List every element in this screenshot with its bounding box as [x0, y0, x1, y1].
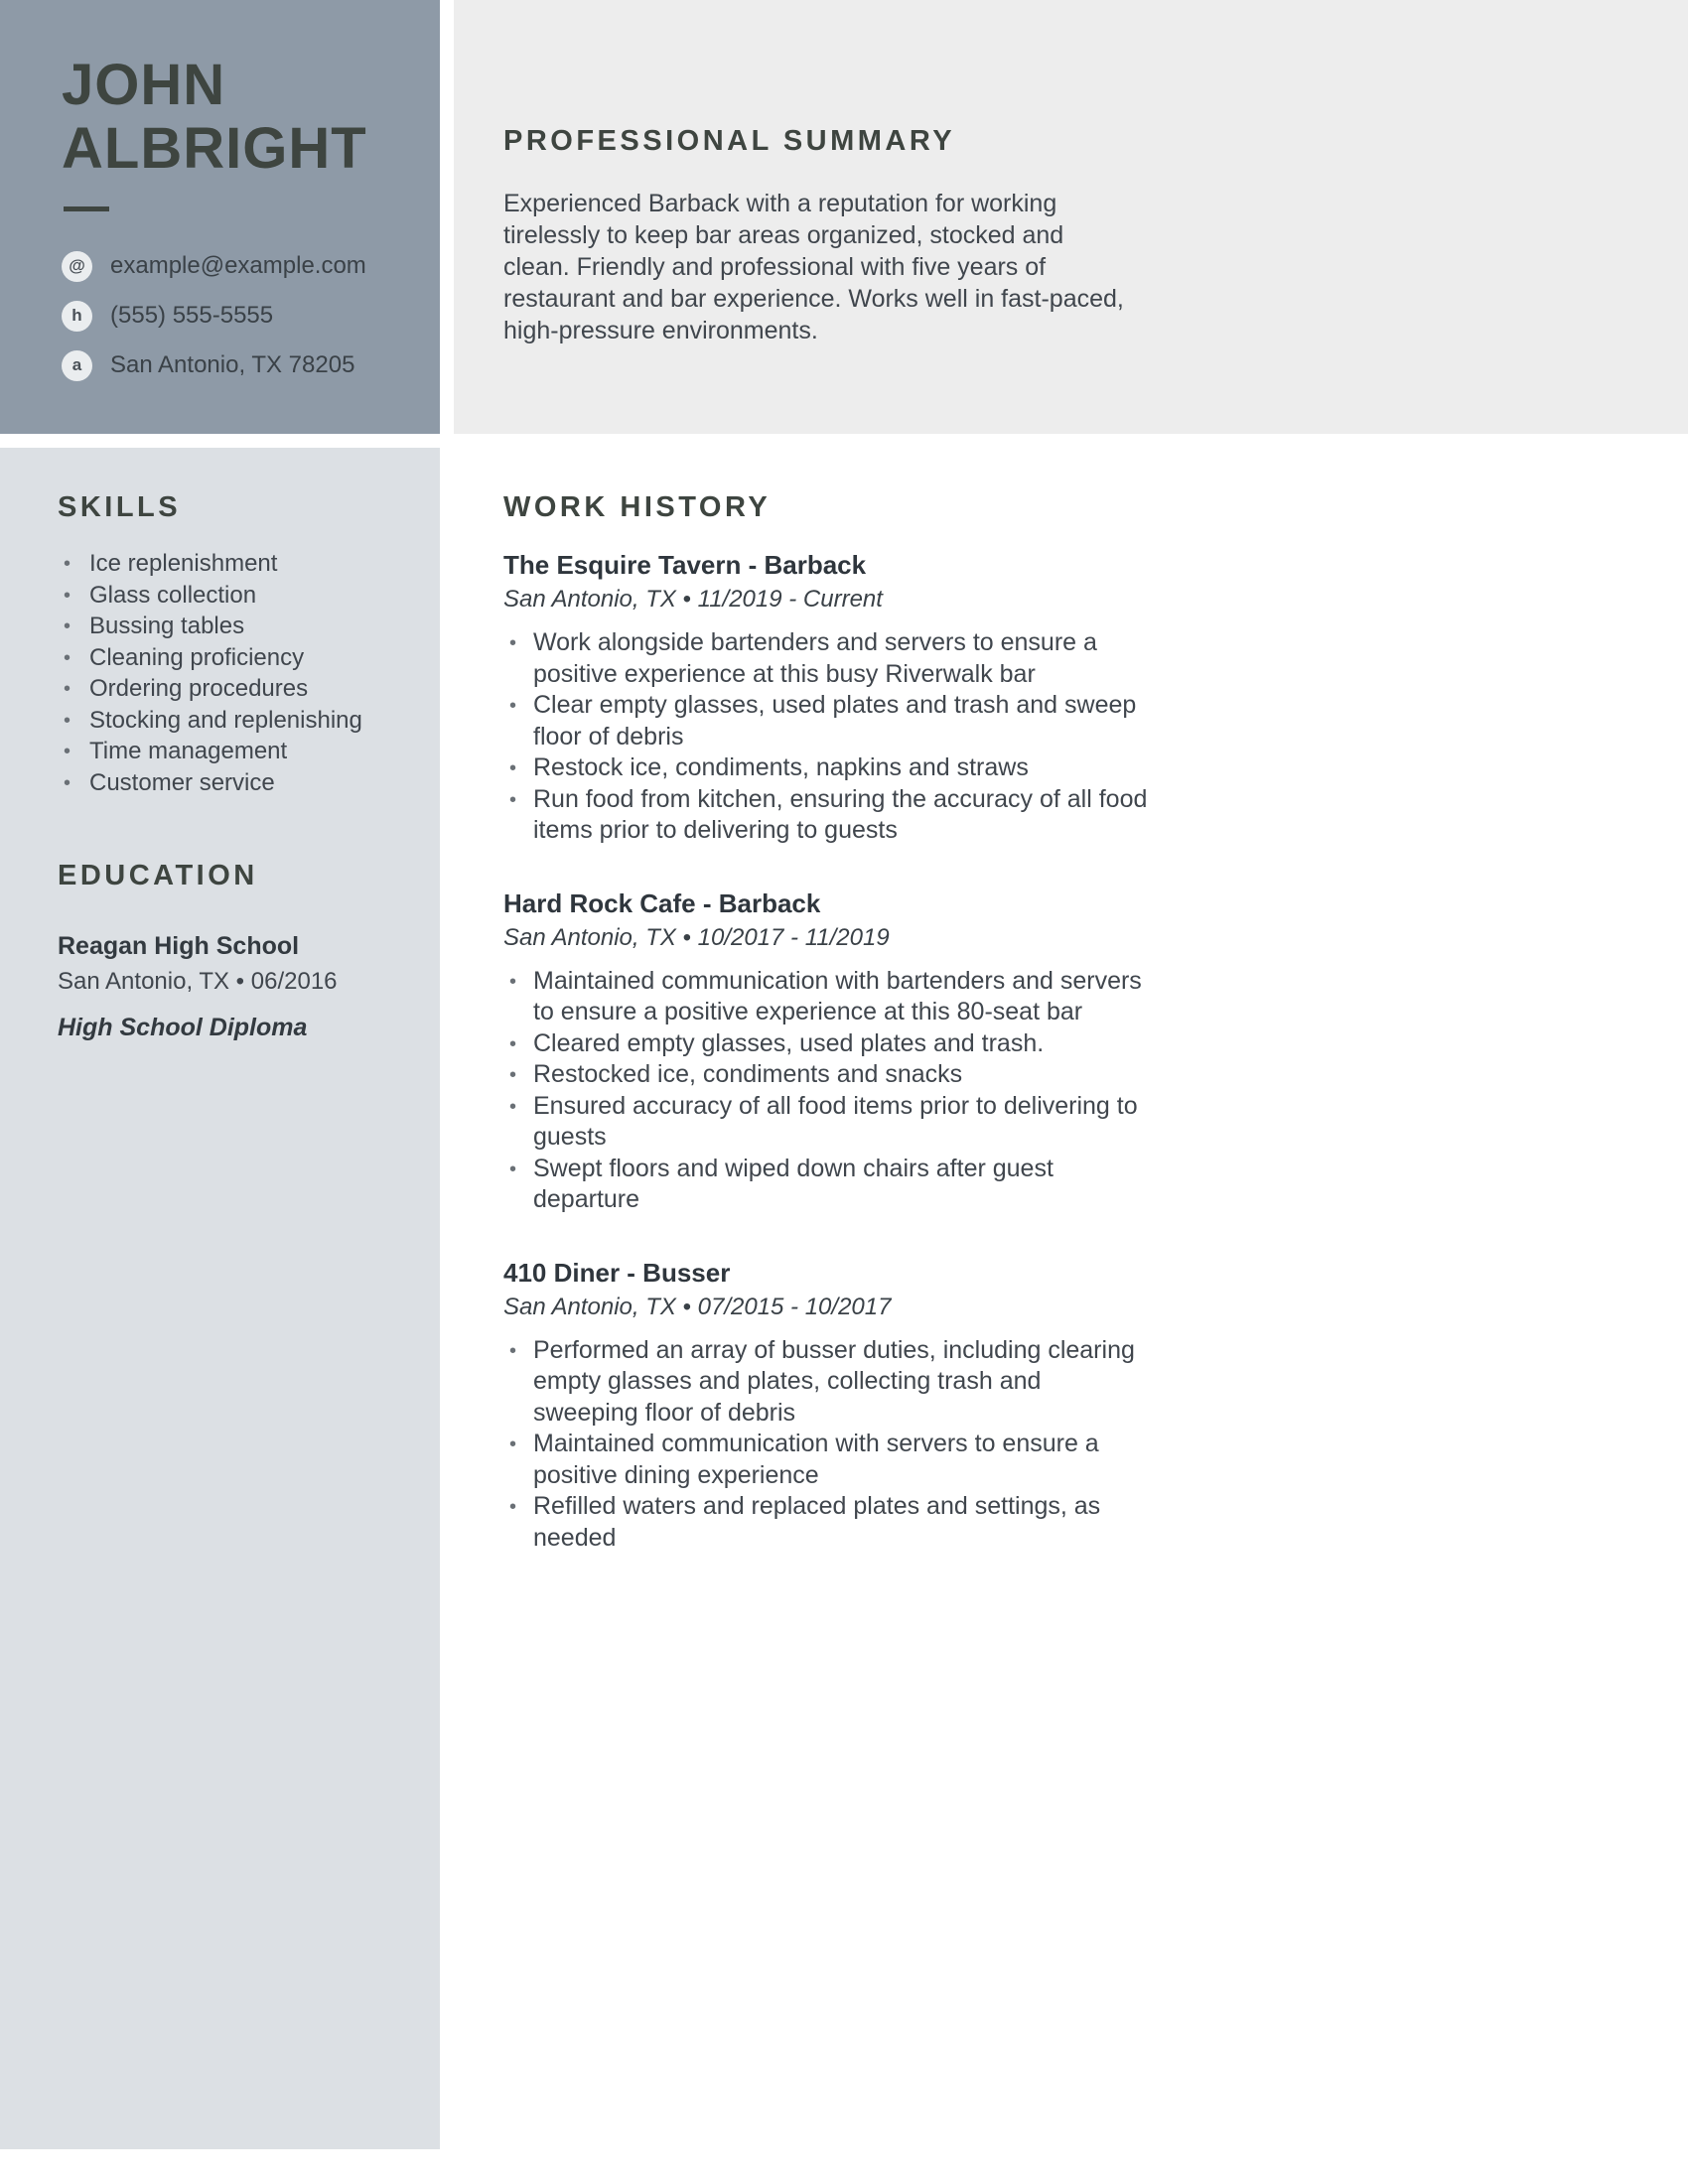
email-icon: @: [62, 251, 92, 282]
phone-icon: h: [62, 301, 92, 332]
skills-heading: SKILLS: [58, 491, 182, 523]
job-meta: San Antonio, TX • 11/2019 - Current: [503, 586, 883, 613]
education-location-date: San Antonio, TX • 06/2016: [58, 968, 338, 995]
first-name: JOHN: [62, 53, 226, 117]
professional-summary-section: [454, 0, 1688, 434]
job-entry: [503, 550, 1688, 847]
band-divider: [0, 434, 1688, 448]
job-meta: San Antonio, TX • 07/2015 - 10/2017: [503, 1293, 892, 1320]
skill-item: • Stocking and replenishing: [58, 705, 406, 737]
skill-item: • Ordering procedures: [58, 673, 406, 705]
skill-item: • Cleaning proficiency: [58, 642, 406, 674]
last-name: ALBRIGHT: [62, 115, 367, 181]
contact-list: [62, 251, 410, 381]
job-bullet: • Restock ice, condiments, napkins and straws: [503, 752, 1149, 784]
job-bullet: • Work alongside bartenders and servers to ensure a positive experience at this busy Riverwalk bar: [503, 627, 1149, 690]
job-meta: San Antonio, TX • 10/2017 - 11/2019: [503, 923, 890, 951]
contact-phone: [62, 301, 410, 332]
location-icon: a: [62, 350, 92, 381]
contact-location: [62, 350, 410, 381]
skills-section: [58, 491, 406, 798]
job-bullet: • Run food from kitchen, ensuring the accuracy of all food items prior to delivering to guests: [503, 784, 1149, 847]
email-value: example@example.com: [110, 252, 366, 280]
job-bullet: • Refilled waters and replaced plates and settings, as needed: [503, 1491, 1149, 1554]
job-bullet: • Performed an array of busser duties, including clearing empty glasses and plates, collecting trash and sweeping floor of debris: [503, 1335, 1149, 1430]
job-bullet-list: [503, 1335, 1149, 1555]
summary-heading: PROFESSIONAL SUMMARY: [503, 125, 956, 157]
education-degree: High School Diploma: [58, 1014, 308, 1041]
job-bullet: • Maintained communication with bartenders and servers to ensure a positive experience at this 80-seat bar: [503, 966, 1149, 1028]
job-entry: [503, 888, 1688, 1216]
job-title: 410 Diner - Busser: [503, 1257, 731, 1288]
education-section: [58, 860, 406, 1042]
education-school: Reagan High School: [58, 932, 300, 960]
content-row: [0, 448, 1688, 2184]
job-entry: [503, 1258, 1688, 1555]
identity-header: [0, 0, 440, 434]
top-band: [0, 0, 1688, 434]
contact-email: [62, 251, 410, 282]
work-history-heading: WORK HISTORY: [503, 491, 772, 523]
job-title: The Esquire Tavern - Barback: [503, 550, 867, 580]
job-bullet: • Swept floors and wiped down chairs after guest departure: [503, 1154, 1149, 1216]
skill-item: • Time management: [58, 736, 406, 767]
phone-value: (555) 555-5555: [110, 302, 274, 330]
summary-text: Experienced Barback with a reputation for working tirelessly to keep bar areas organized, stocked and clean. Friendly and professional with five years of restaurant and bar experience. Works well in fast-paced, high-pressure environments.: [503, 190, 1124, 344]
education-heading: EDUCATION: [58, 860, 258, 891]
work-history-section: [440, 448, 1688, 2184]
job-title: Hard Rock Cafe - Barback: [503, 887, 821, 918]
job-bullet: • Clear empty glasses, used plates and trash and sweep floor of debris: [503, 690, 1149, 752]
job-bullet: • Maintained communication with servers to ensure a positive dining experience: [503, 1429, 1149, 1491]
job-bullet-list: [503, 627, 1149, 847]
skills-list: [58, 548, 406, 798]
job-bullet: • Restocked ice, condiments and snacks: [503, 1059, 1149, 1091]
skill-item: • Ice replenishment: [58, 548, 406, 580]
name-divider: [64, 206, 109, 211]
skill-item: • Customer service: [58, 767, 406, 799]
job-bullet: • Cleared empty glasses, used plates and trash.: [503, 1028, 1149, 1060]
location-value: San Antonio, TX 78205: [110, 351, 355, 379]
job-bullet-list: [503, 966, 1149, 1216]
skill-item: • Bussing tables: [58, 611, 406, 642]
skill-item: • Glass collection: [58, 580, 406, 612]
candidate-name: [62, 54, 410, 181]
sidebar: [0, 448, 440, 2149]
job-bullet: • Ensured accuracy of all food items prior to delivering to guests: [503, 1091, 1149, 1154]
